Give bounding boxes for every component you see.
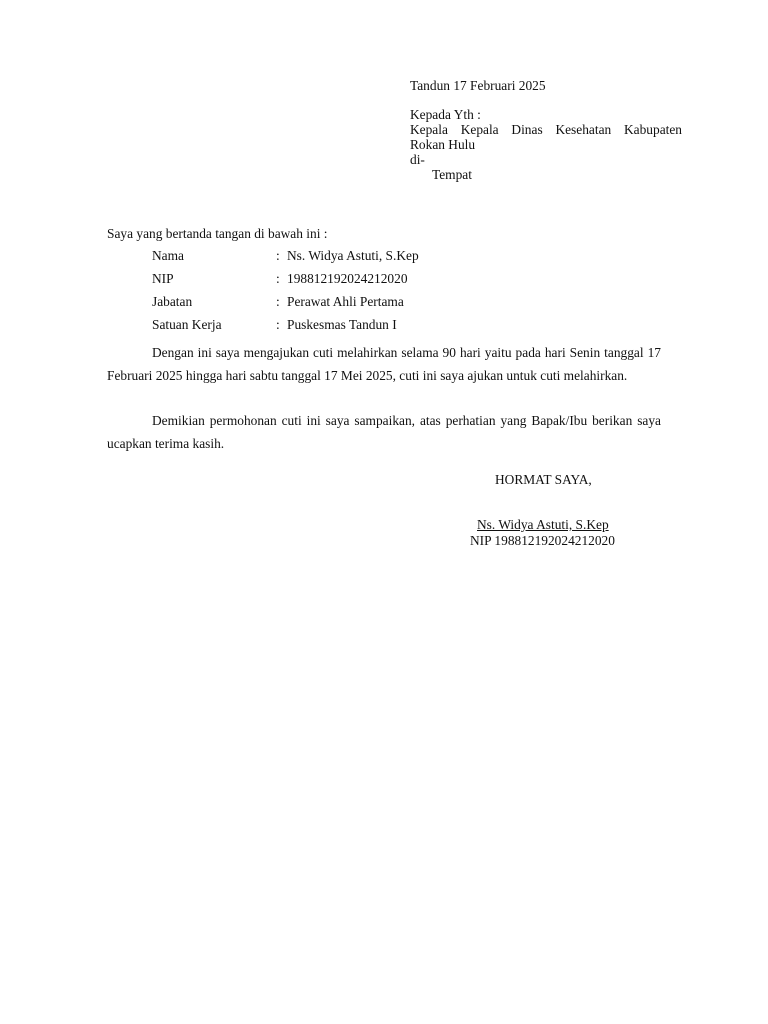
closing-greeting: HORMAT SAYA, [495,472,592,487]
field-value: Ns. Widya Astuti, S.Kep [287,248,419,263]
paragraph-leave-request [107,341,661,387]
recipient-line-1: Kepala Kepala Dinas Kesehatan Kabupaten [410,122,682,137]
field-value: Puskesmas Tandun I [287,317,397,332]
signer-name: Ns. Widya Astuti, S.Kep [477,517,609,532]
field-colon: : [276,271,280,286]
field-label: Satuan Kerja [152,317,222,332]
recipient-line-4: Tempat [432,167,472,182]
field-value: Perawat Ahli Pertama [287,294,404,309]
paragraph-closing [107,409,661,455]
field-colon: : [276,294,280,309]
intro-text: Saya yang bertanda tangan di bawah ini : [107,226,328,241]
field-value: 198812192024212020 [287,271,408,286]
paragraph-closing-text: Demikian permohonan cuti ini saya sampaikan, atas perhatian yang Bapak/Ibu berikan saya ucapkan terima kasih. [107,413,661,451]
recipient-block [410,107,682,182]
place-date: Tandun 17 Februari 2025 [410,78,546,93]
field-label: Jabatan [152,294,193,309]
paragraph-leave-request-text: Dengan ini saya mengajukan cuti melahirkan selama 90 hari yaitu pada hari Senin tanggal 17 Februari 2025 hingga hari sabtu tanggal 17 Mei 2025, cuti ini saya ajukan untuk cuti melahirkan. [107,345,661,383]
recipient-line-2: Rokan Hulu [410,137,476,152]
field-label: Nama [152,248,184,263]
field-label: NIP [152,271,174,286]
recipient-salutation: Kepada Yth : [410,107,481,122]
recipient-line-3: di- [410,152,425,167]
field-colon: : [276,317,280,332]
field-colon: : [276,248,280,263]
signer-nip: NIP 198812192024212020 [470,533,615,548]
